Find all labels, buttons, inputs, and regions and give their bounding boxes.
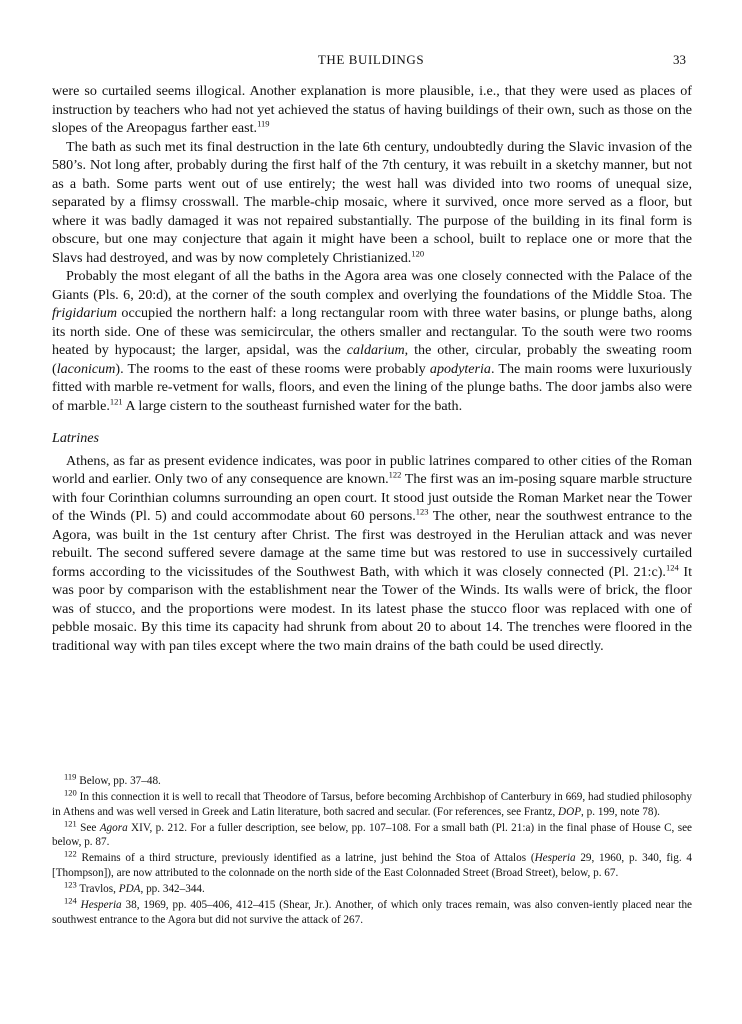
footnotes <box>52 771 693 929</box>
footnote-124: $^{124}$ Hesperia 38, 1969, pp. 405–406, 412–415 (Shear, Jr.). Another, of which only traces remain, was also conven-iently placed near the southwest entrance to the Agora but did not survive the attack of 267. <box>52 895 693 926</box>
paragraph-1: were so curtailed seems illogical. Another explanation is more plausible, i.e., that they were used as places of instruction by teachers who had not yet achieved the status of having buildings of their own, such as those on the slopes of the Areopagus farther east.$^{119}$ <box>52 83 692 136</box>
footnote-ref[interactable]: 121 <box>109 395 123 406</box>
paragraph-2: The bath as such met its final destruction in the late 6th century, undoubtedly during the Slavic invasion of the 580’s. Not long after, probably during the first half of the 7th century, it was rebuilt in a sketchy manner, but not as a bath. Some parts went out of use entirely; the west hall was divided into two rooms of unequal size, separated by a flimsy crosswall. The marble-chip mosaic, where it survived, once more served as a floor, but where it was badly damaged it was not repaired substantially. The purpose of the building in its final form is obscure, but one may conjecture that again it might have been a school, built to replace one or more that the Slavs had destroyed, and was by now completely Christianized.$^{120}$ <box>52 138 692 266</box>
running-header <box>0 52 742 68</box>
footnote-ref[interactable]: 119 <box>257 118 270 129</box>
section-heading: Latrines <box>52 430 99 446</box>
footnote-ref[interactable]: 122 <box>388 469 402 480</box>
footnote-ref[interactable]: 124 <box>665 561 679 572</box>
footnote-120: $^{120}$ In this connection it is well to recall that Theodore of Tarsus, before becoming Archbishop of Canterbury in 669, had studied philosophy in Athens and was well versed in Greek and Latin literature, both sacred and secular. (For references, see Frantz, DOP, p. 199, note 78). <box>52 787 692 818</box>
footnote-123: $^{123}$ Travlos, PDA, pp. 342–344. <box>64 879 205 896</box>
page-number: 33 <box>673 52 686 67</box>
main-text <box>52 82 692 655</box>
footnote-ref[interactable]: 120 <box>411 247 425 258</box>
footnote-121: $^{121}$ See Agora XIV, p. 212. For a fuller description, see below, pp. 107–108. For a small bath (Pl. 21:a) in the final phase of House C, see below, p. 87. <box>52 818 693 849</box>
footnote-ref[interactable]: 123 <box>415 506 429 517</box>
running-title: THE BUILDINGS <box>317 52 425 67</box>
footnote-119: $^{119}$ Below, pp. 37–48. <box>64 771 161 787</box>
paragraph-3: Probably the most elegant of all the baths in the Agora area was one closely connected with the Palace of the Giants (Pls. 6, 20:d), at the corner of the south complex and overlying the foundations of the Middle Stoa. The frigidarium occupied the northern half: a long rectangular room with three water basins, or plunge baths, along its north side. One of these was semicircular, the others smaller and rectangular. To the south were two rooms heated by hypocaust; the larger, apsidal, was the caldarium, the other, circular, probably the sweating room (laconicum). The rooms to the east of these rooms were probably apodyteria. The main rooms were luxuriously fitted with marble re-vetment for walls, floors, and even the lining of the plunge baths. The door jambs also were of marble.$^{121}$ A large cistern to the southeast furnished water for the bath. <box>52 268 692 414</box>
footnote-122: $^{122}$ Remains of a third structure, previously identified as a latrine, just behind the Stoa of Attalos (Hesperia 29, 1960, p. 340, fig. 4 [Thompson]), are now attributed to the colonnade on the north side of the East Colonnaded Street (Broad Street), below, p. 67. <box>52 848 692 880</box>
paragraph-4: Athens, as far as present evidence indicates, was poor in public latrines compared to other cities of the Roman world and earlier. Only two of any consequence are known.$^{122}$ The first was an im-posing square marble structure with four Corinthian columns surrounding an open court. It stood just outside the Roman Market near the Tower of the Winds (Pl. 5) and could accommodate about 60 persons.$^{123}$ The other, near the southwest entrance to the Agora, was built in the 1st century after Christ. The first was destroyed in the Herulian attack and was never rebuilt. The second suffered severe damage at the same time but was restored to use in successively curtailed forms according to the vicissitudes of the Southwest Bath, with which it was closely connected (Pl. 21:c).$^{124}$ It was poor by comparison with the establishment near the Tower of the Winds. Its walls were of brick, the floor was of stucco, and the proportions were modest. In its latest phase the stucco floor was replaced with one of pebble mosaic. By this time its capacity had shrunk from about 20 to about 14. The trenches were floored in the traditional way with pan tiles except where the two main drains of the bath could be used directly. <box>52 452 692 654</box>
